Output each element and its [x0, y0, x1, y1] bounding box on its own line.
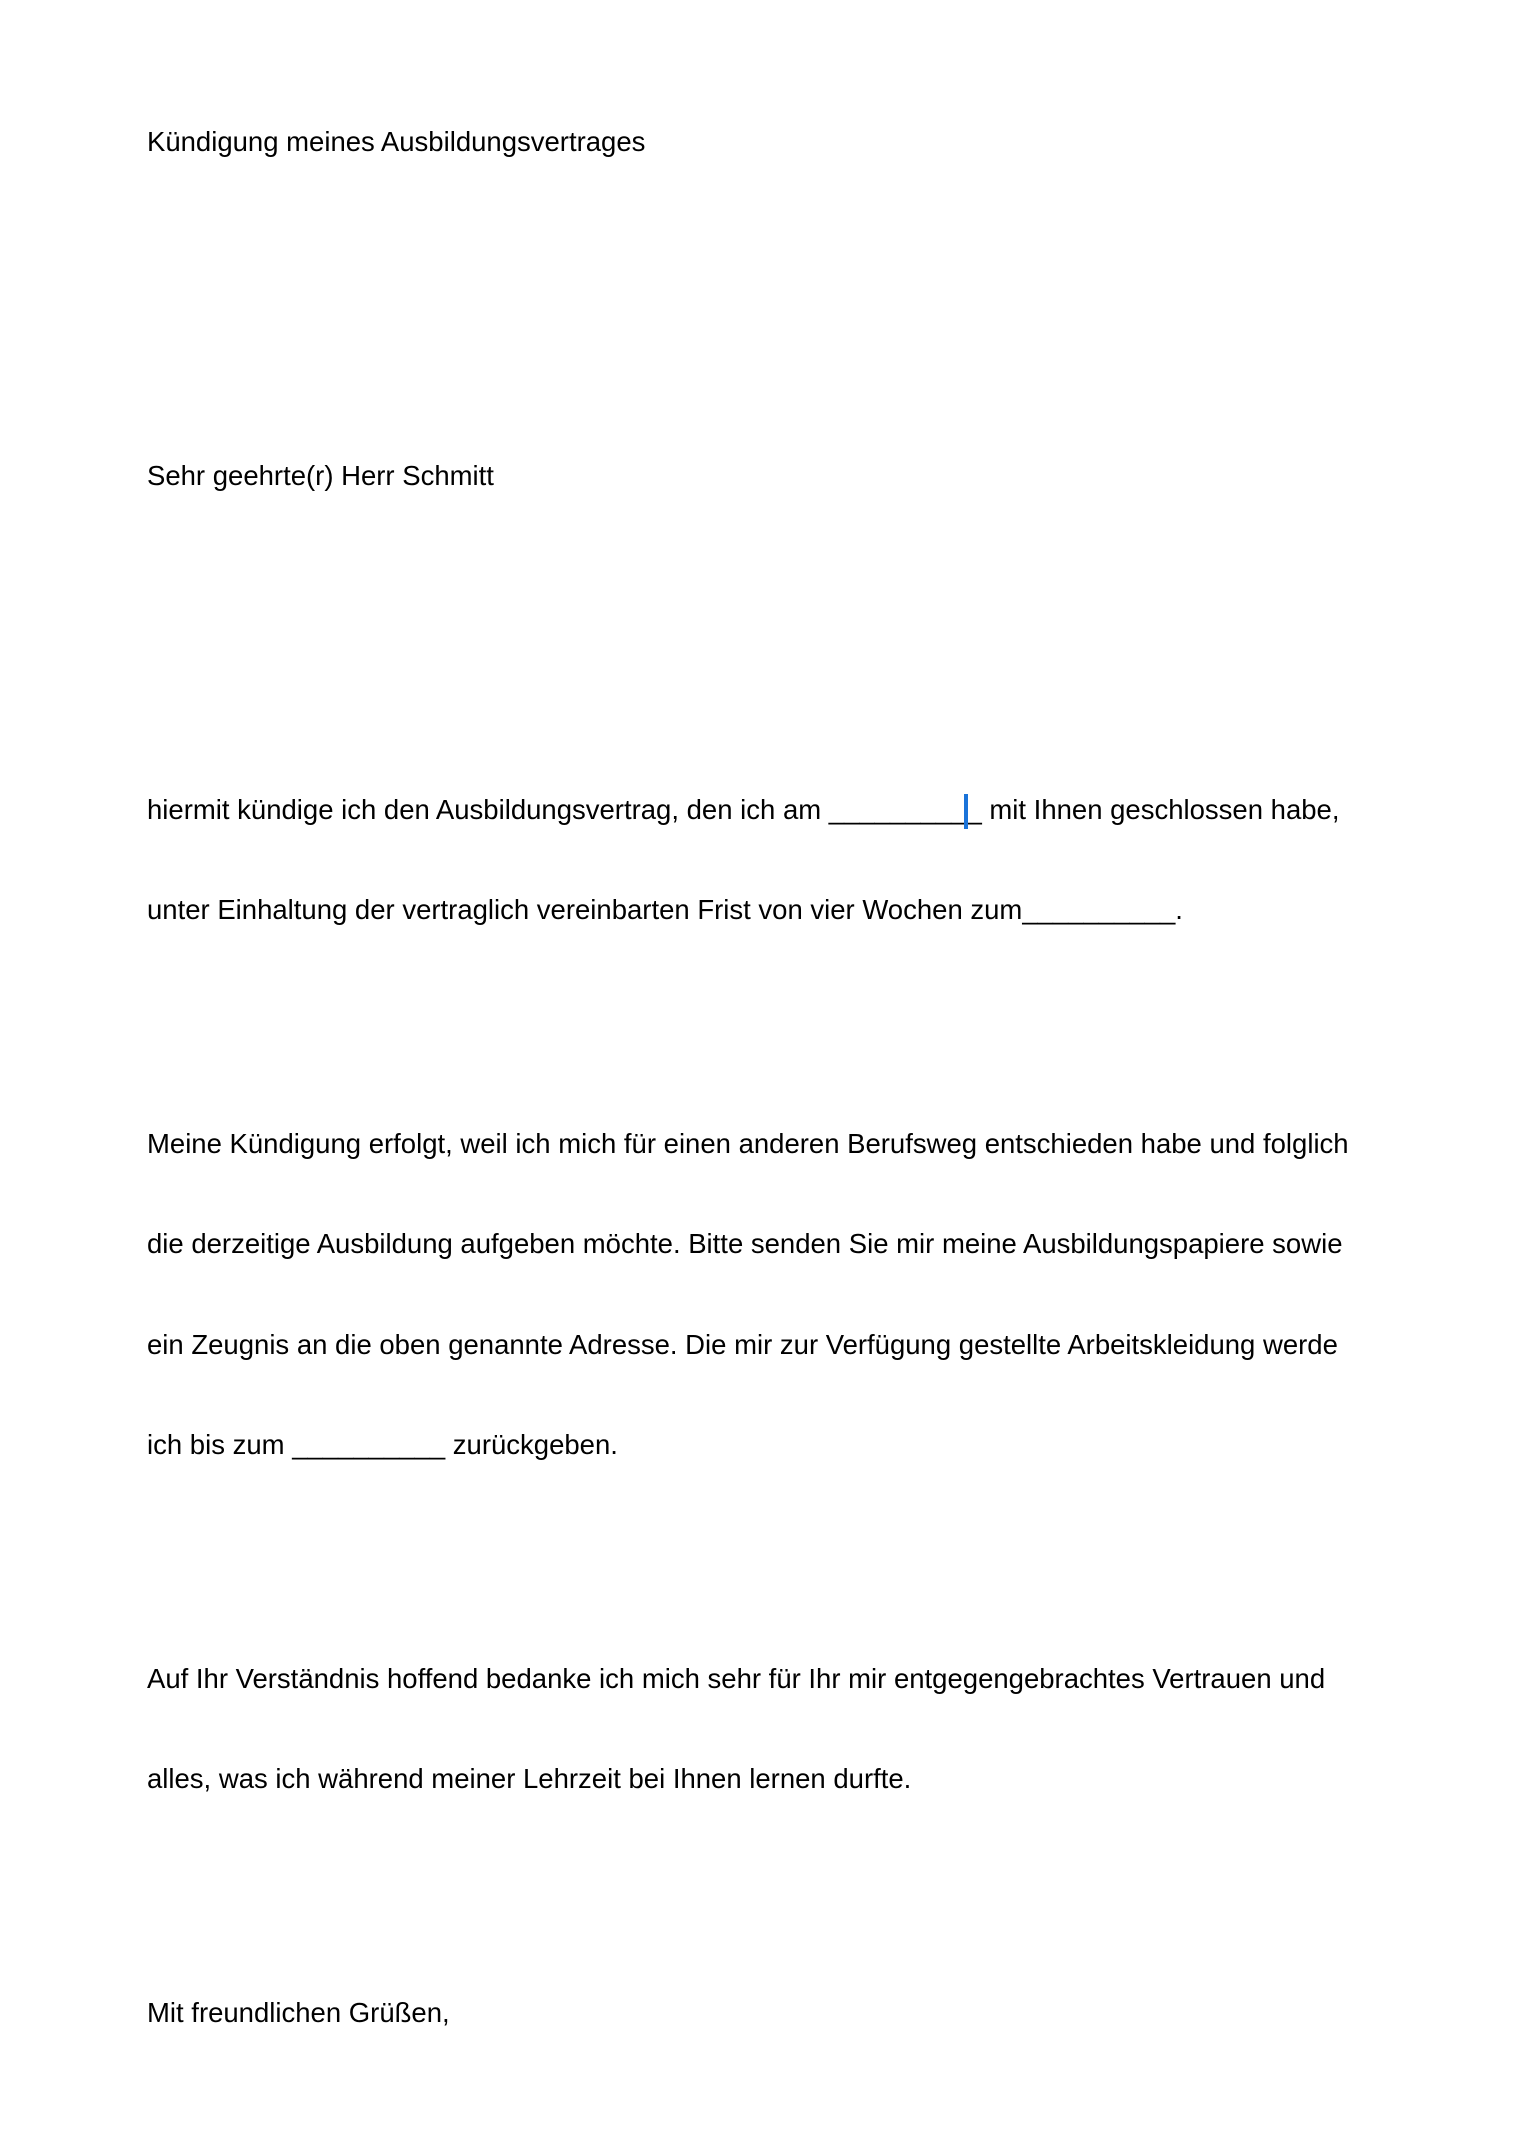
paragraph1-line1-text-before: hiermit kündige ich den Ausbildungsvertrag, den ich am: [147, 794, 829, 826]
paragraph1-line1[interactable]: [147, 793, 1407, 826]
closing-line[interactable]: Mit freundlichen Grüßen,: [147, 1996, 450, 2028]
blank-underscores: _________: [828, 794, 967, 826]
paragraph1-line2-text-before: unter Einhaltung der vertraglich vereinbarten Frist von vier Wochen zum: [147, 894, 1023, 926]
blank-field-contract-date[interactable]: [829, 794, 982, 825]
paragraph2-line4-text-before: ich bis zum: [147, 1428, 293, 1460]
blank-line[interactable]: [147, 660, 1407, 693]
letter-text-area[interactable]: [147, 25, 1407, 2129]
paragraph1-line2-text-after: .: [1175, 894, 1183, 926]
blank-field-return-date[interactable]: __________: [292, 1428, 446, 1460]
blank-line[interactable]: [147, 994, 1407, 1027]
paragraph1-line1-text-after: mit Ihnen geschlossen habe,: [981, 794, 1340, 826]
blank-field-notice-date[interactable]: __________: [1022, 894, 1176, 926]
blank-line[interactable]: [147, 559, 1407, 592]
blank-line[interactable]: [147, 1862, 1407, 1895]
blank-underscores: _: [966, 794, 982, 826]
paragraph2-line3[interactable]: ein Zeugnis an die oben genannte Adresse. Die mir zur Verfügung gestellte Arbeitskleidung werde: [147, 1328, 1338, 1360]
paragraph2-line4-text-after: zurückgeben.: [445, 1428, 618, 1460]
paragraph2-line1[interactable]: Meine Kündigung erfolgt, weil ich mich für einen anderen Berufsweg entschieden habe und folglich: [147, 1128, 1349, 1160]
subject-line[interactable]: Kündigung meines Ausbildungsvertrages: [147, 126, 646, 158]
paragraph2-line4[interactable]: [147, 1428, 1407, 1461]
paragraph3-line2[interactable]: alles, was ich während meiner Lehrzeit bei Ihnen lernen durfte.: [147, 1762, 912, 1794]
blank-line[interactable]: [147, 1528, 1407, 1561]
paragraph1-line2[interactable]: [147, 893, 1407, 926]
paragraph3-line1[interactable]: Auf Ihr Verständnis hoffend bedanke ich mich sehr für Ihr mir entgegengebrachtes Vertrauen und: [147, 1662, 1326, 1694]
blank-line[interactable]: [147, 326, 1407, 359]
blank-line[interactable]: [147, 225, 1407, 258]
salutation-line[interactable]: Sehr geehrte(r) Herr Schmitt: [147, 460, 494, 492]
paragraph2-line2[interactable]: die derzeitige Ausbildung aufgeben möchte. Bitte senden Sie mir meine Ausbildungspapiere sowie: [147, 1228, 1343, 1260]
